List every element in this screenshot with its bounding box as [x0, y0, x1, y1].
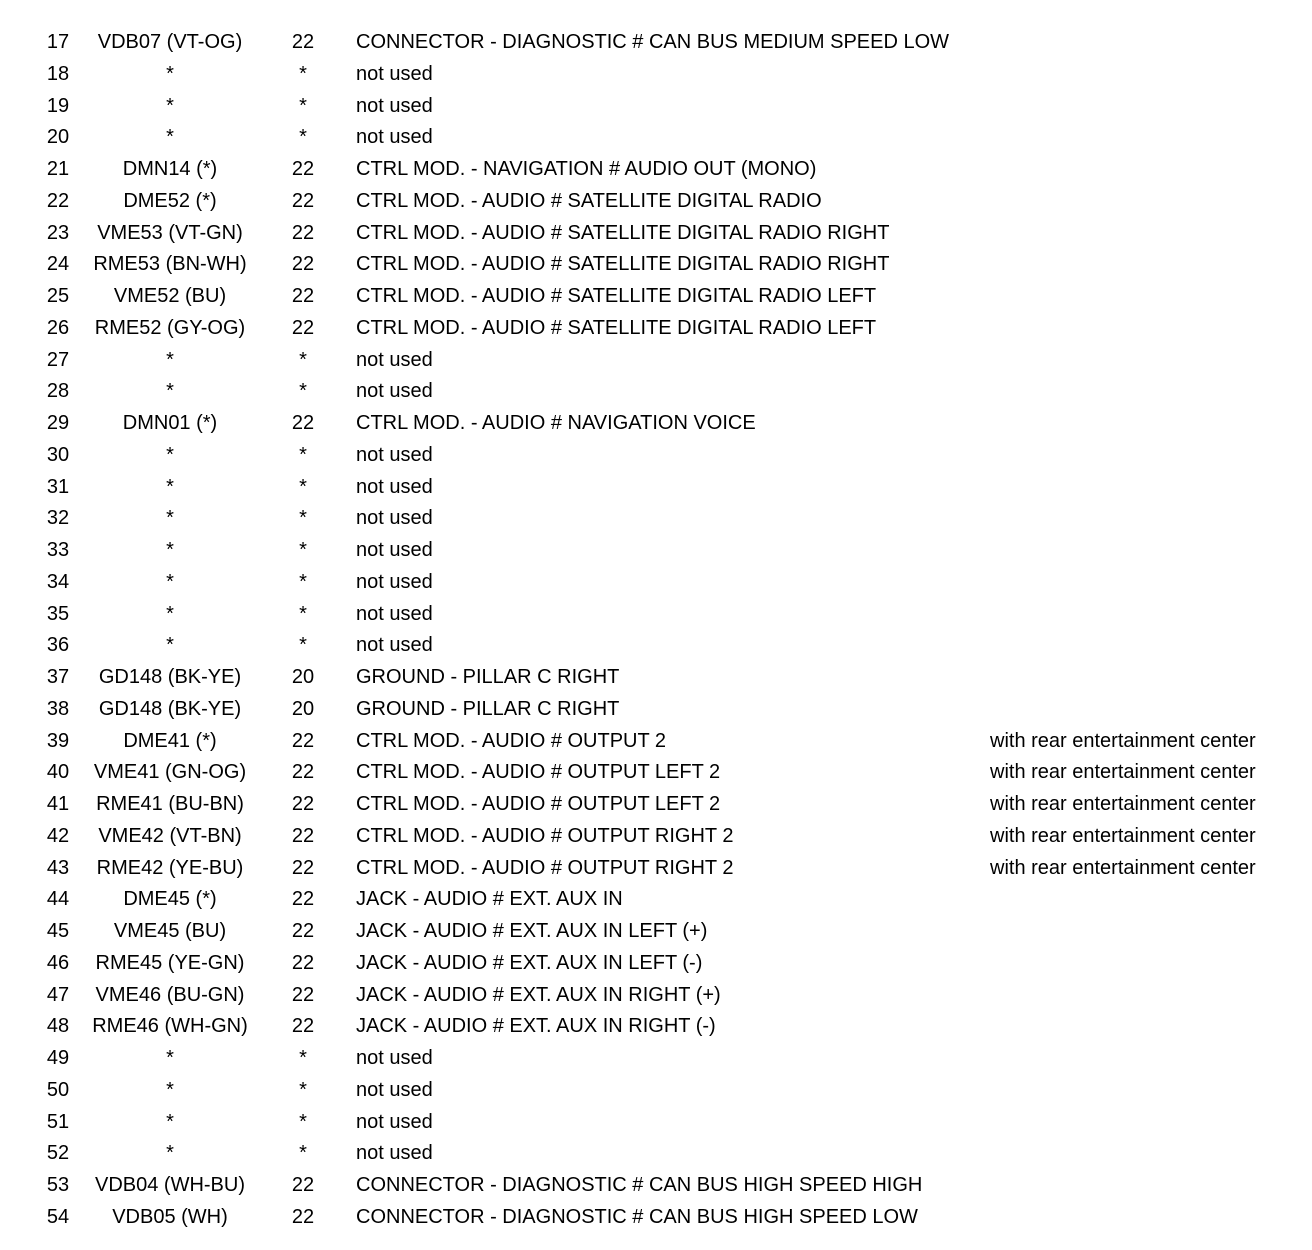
wire-gauge-cell: * [299, 443, 307, 466]
pin-number-cell: 42 [46, 824, 70, 847]
circuit-description-cell: CTRL MOD. - AUDIO # OUTPUT RIGHT 2 [356, 824, 734, 847]
wire-gauge-cell: 22 [291, 793, 315, 815]
wire-code-cell: * [166, 380, 174, 403]
table-row [0, 853, 1312, 885]
wire-code-cell: * [166, 1047, 174, 1069]
table-row [0, 535, 1312, 567]
wire-gauge-cell: 22 [291, 729, 315, 752]
pin-number-cell: 53 [46, 1174, 70, 1196]
table-row [0, 1170, 1312, 1202]
pin-number-cell: 51 [46, 1110, 70, 1133]
wire-gauge-cell: 22 [291, 761, 315, 784]
table-row [0, 821, 1312, 853]
wire-code-cell: * [166, 62, 174, 85]
wire-code-cell: VDB05 (WH) [112, 1205, 228, 1228]
pin-number-cell: 36 [46, 634, 70, 657]
circuit-description-cell: not used [356, 1110, 433, 1133]
table-row [0, 186, 1312, 218]
circuit-description-cell: not used [356, 539, 433, 561]
wire-gauge-cell: * [299, 348, 307, 371]
pin-number-cell: 40 [46, 761, 70, 784]
pin-number-cell: 35 [46, 602, 70, 625]
pin-number-cell: 28 [46, 380, 70, 403]
circuit-description-cell: CTRL MOD. - AUDIO # OUTPUT 2 [356, 729, 667, 752]
wire-gauge-cell: * [299, 539, 307, 561]
pin-number-cell: 27 [46, 348, 70, 371]
wire-code-cell: RME42 (YE-BU) [96, 856, 244, 879]
table-row [0, 249, 1312, 281]
wire-code-cell: DMN01 (*) [122, 412, 218, 434]
wire-code-cell: VME42 (VT-BN) [98, 824, 242, 847]
circuit-description-cell: CTRL MOD. - AUDIO # SATELLITE DIGITAL RADIO LEFT [356, 285, 877, 307]
table-row [0, 980, 1312, 1012]
circuit-description-cell: GROUND - PILLAR C RIGHT [356, 666, 620, 688]
pin-number-cell: 41 [46, 793, 70, 815]
table-row [0, 91, 1312, 123]
wire-gauge-cell: * [299, 634, 307, 657]
table-row [0, 472, 1312, 504]
wire-code-cell: * [166, 1078, 174, 1101]
pin-number-cell: 38 [46, 697, 70, 720]
wire-gauge-cell: 20 [291, 666, 315, 688]
pin-number-cell: 48 [46, 1015, 70, 1038]
option-note-cell: with rear entertainment center [990, 761, 1256, 784]
circuit-description-cell: CONNECTOR - DIAGNOSTIC # CAN BUS HIGH SPEED HIGH [356, 1174, 923, 1196]
wire-code-cell: * [166, 539, 174, 561]
circuit-description-cell: not used [356, 1142, 433, 1165]
wire-code-cell: VME52 (BU) [113, 285, 227, 307]
pin-number-cell: 37 [46, 666, 70, 688]
option-note-cell: with rear entertainment center [990, 856, 1256, 879]
pin-number-cell: 30 [46, 443, 70, 466]
wire-code-cell: VME41 (GN-OG) [93, 761, 247, 784]
wire-code-cell: RME52 (GY-OG) [94, 316, 246, 339]
circuit-description-cell: not used [356, 348, 433, 371]
wire-gauge-cell: * [299, 1142, 307, 1165]
table-row [0, 154, 1312, 186]
circuit-description-cell: JACK - AUDIO # EXT. AUX IN RIGHT (+) [356, 983, 721, 1006]
table-row [0, 630, 1312, 662]
wire-gauge-cell: 20 [291, 697, 315, 720]
circuit-description-cell: JACK - AUDIO # EXT. AUX IN LEFT (-) [356, 951, 703, 974]
pin-number-cell: 54 [46, 1205, 70, 1228]
table-row [0, 1043, 1312, 1075]
table-row [0, 313, 1312, 345]
circuit-description-cell: CTRL MOD. - AUDIO # NAVIGATION VOICE [356, 412, 756, 434]
table-row [0, 281, 1312, 313]
wire-code-cell: * [166, 94, 174, 117]
pin-number-cell: 50 [46, 1078, 70, 1101]
wire-gauge-cell: * [299, 570, 307, 593]
table-row [0, 567, 1312, 599]
table-row [0, 440, 1312, 472]
table-row [0, 757, 1312, 789]
table-row [0, 1075, 1312, 1107]
pin-number-cell: 44 [46, 888, 70, 911]
wire-code-cell: * [166, 507, 174, 530]
table-row [0, 789, 1312, 821]
wire-code-cell: VME45 (BU) [113, 920, 227, 942]
wire-code-cell: * [166, 634, 174, 657]
table-row [0, 27, 1312, 59]
wire-gauge-cell: * [299, 126, 307, 149]
table-row [0, 376, 1312, 408]
wire-code-cell: RME46 (WH-GN) [92, 1015, 248, 1038]
wire-gauge-cell: 22 [291, 888, 315, 911]
wire-gauge-cell: 22 [291, 920, 315, 942]
pin-number-cell: 31 [46, 475, 70, 498]
pin-number-cell: 47 [46, 983, 70, 1006]
wire-code-cell: VME46 (BU-GN) [95, 983, 245, 1006]
wire-gauge-cell: 22 [291, 824, 315, 847]
wire-gauge-cell: * [299, 602, 307, 625]
pin-number-cell: 43 [46, 856, 70, 879]
table-row [0, 503, 1312, 535]
table-row [0, 1107, 1312, 1139]
table-row [0, 218, 1312, 250]
wire-code-cell: GD148 (BK-YE) [98, 666, 242, 688]
table-row [0, 694, 1312, 726]
circuit-description-cell: JACK - AUDIO # EXT. AUX IN [356, 888, 623, 911]
circuit-description-cell: CTRL MOD. - AUDIO # SATELLITE DIGITAL RADIO RIGHT [356, 221, 890, 244]
circuit-description-cell: not used [356, 475, 433, 498]
circuit-description-cell: GROUND - PILLAR C RIGHT [356, 697, 620, 720]
circuit-description-cell: CTRL MOD. - AUDIO # SATELLITE DIGITAL RADIO [356, 189, 822, 212]
wire-gauge-cell: 22 [291, 285, 315, 307]
wire-gauge-cell: 22 [291, 31, 315, 53]
wire-gauge-cell: 22 [291, 1174, 315, 1196]
wire-code-cell: DME41 (*) [123, 729, 217, 752]
wire-gauge-cell: * [299, 507, 307, 530]
wire-code-cell: VME53 (VT-GN) [97, 221, 243, 244]
pin-number-cell: 19 [46, 94, 70, 117]
wire-gauge-cell: 22 [291, 189, 315, 212]
circuit-description-cell: CTRL MOD. - AUDIO # OUTPUT LEFT 2 [356, 793, 721, 815]
wire-gauge-cell: 22 [291, 316, 315, 339]
table-row [0, 122, 1312, 154]
wire-gauge-cell: 22 [291, 1205, 315, 1228]
circuit-description-cell: CONNECTOR - DIAGNOSTIC # CAN BUS HIGH SPEED LOW [356, 1205, 918, 1228]
wire-gauge-cell: 22 [291, 221, 315, 244]
table-row [0, 59, 1312, 91]
wire-code-cell: VDB04 (WH-BU) [94, 1174, 245, 1196]
connector-pinout-table [0, 27, 1312, 1234]
wire-gauge-cell: * [299, 1110, 307, 1133]
circuit-description-cell: not used [356, 62, 433, 85]
circuit-description-cell: CTRL MOD. - AUDIO # OUTPUT LEFT 2 [356, 761, 721, 784]
table-row [0, 884, 1312, 916]
wire-code-cell: DMN14 (*) [122, 158, 218, 180]
option-note-cell: with rear entertainment center [990, 793, 1256, 815]
circuit-description-cell: not used [356, 443, 433, 466]
table-row [0, 1011, 1312, 1043]
circuit-description-cell: not used [356, 1047, 433, 1069]
wire-gauge-cell: 22 [291, 158, 315, 180]
wire-code-cell: VDB07 (VT-OG) [97, 31, 243, 53]
wire-code-cell: RME41 (BU-BN) [96, 793, 244, 815]
circuit-description-cell: JACK - AUDIO # EXT. AUX IN LEFT (+) [356, 920, 708, 942]
pin-number-cell: 46 [46, 951, 70, 974]
wire-code-cell: * [166, 443, 174, 466]
circuit-description-cell: not used [356, 634, 433, 657]
table-row [0, 916, 1312, 948]
circuit-description-cell: CTRL MOD. - NAVIGATION # AUDIO OUT (MONO) [356, 158, 817, 180]
pin-number-cell: 34 [46, 570, 70, 593]
table-row [0, 345, 1312, 377]
table-row [0, 948, 1312, 980]
pin-number-cell: 22 [46, 189, 70, 212]
pin-number-cell: 25 [46, 285, 70, 307]
pin-number-cell: 52 [46, 1142, 70, 1165]
wire-gauge-cell: 22 [291, 856, 315, 879]
table-row [0, 1202, 1312, 1234]
circuit-description-cell: CTRL MOD. - AUDIO # SATELLITE DIGITAL RADIO RIGHT [356, 253, 890, 276]
pin-number-cell: 33 [46, 539, 70, 561]
circuit-description-cell: not used [356, 380, 433, 403]
pin-number-cell: 49 [46, 1047, 70, 1069]
wire-code-cell: * [166, 126, 174, 149]
pin-number-cell: 32 [46, 507, 70, 530]
wire-gauge-cell: * [299, 62, 307, 85]
wire-code-cell: RME45 (YE-GN) [95, 951, 245, 974]
option-note-cell: with rear entertainment center [990, 729, 1256, 752]
pin-number-cell: 29 [46, 412, 70, 434]
wire-gauge-cell: * [299, 380, 307, 403]
table-row [0, 662, 1312, 694]
wire-gauge-cell: 22 [291, 983, 315, 1006]
table-row [0, 726, 1312, 758]
option-note-cell: with rear entertainment center [990, 824, 1256, 847]
pin-number-cell: 26 [46, 316, 70, 339]
circuit-description-cell: not used [356, 507, 433, 530]
pin-number-cell: 21 [46, 158, 70, 180]
wire-code-cell: DME52 (*) [123, 189, 217, 212]
wire-gauge-cell: 22 [291, 412, 315, 434]
wire-code-cell: * [166, 475, 174, 498]
circuit-description-cell: CTRL MOD. - AUDIO # SATELLITE DIGITAL RADIO LEFT [356, 316, 877, 339]
wire-code-cell: DME45 (*) [123, 888, 217, 911]
wire-code-cell: * [166, 602, 174, 625]
wire-gauge-cell: 22 [291, 951, 315, 974]
wire-gauge-cell: * [299, 1047, 307, 1069]
circuit-description-cell: not used [356, 126, 433, 149]
wire-gauge-cell: * [299, 94, 307, 117]
pin-number-cell: 17 [46, 31, 70, 53]
pin-number-cell: 24 [46, 253, 70, 276]
wire-code-cell: * [166, 1110, 174, 1133]
circuit-description-cell: JACK - AUDIO # EXT. AUX IN RIGHT (-) [356, 1015, 716, 1038]
wire-code-cell: * [166, 1142, 174, 1165]
circuit-description-cell: CTRL MOD. - AUDIO # OUTPUT RIGHT 2 [356, 856, 734, 879]
wire-gauge-cell: * [299, 1078, 307, 1101]
wire-code-cell: RME53 (BN-WH) [93, 253, 247, 276]
wire-code-cell: GD148 (BK-YE) [98, 697, 242, 720]
pin-number-cell: 23 [46, 221, 70, 244]
circuit-description-cell: not used [356, 570, 433, 593]
pin-number-cell: 20 [46, 126, 70, 149]
pin-number-cell: 45 [46, 920, 70, 942]
wire-gauge-cell: * [299, 475, 307, 498]
table-row [0, 599, 1312, 631]
wire-code-cell: * [166, 570, 174, 593]
circuit-description-cell: not used [356, 1078, 433, 1101]
circuit-description-cell: CONNECTOR - DIAGNOSTIC # CAN BUS MEDIUM SPEED LOW [356, 31, 950, 53]
wire-gauge-cell: 22 [291, 253, 315, 276]
circuit-description-cell: not used [356, 602, 433, 625]
pin-number-cell: 18 [46, 62, 70, 85]
table-row [0, 408, 1312, 440]
table-row [0, 1138, 1312, 1170]
circuit-description-cell: not used [356, 94, 433, 117]
wire-code-cell: * [166, 348, 174, 371]
wire-gauge-cell: 22 [291, 1015, 315, 1038]
pin-number-cell: 39 [46, 729, 70, 752]
